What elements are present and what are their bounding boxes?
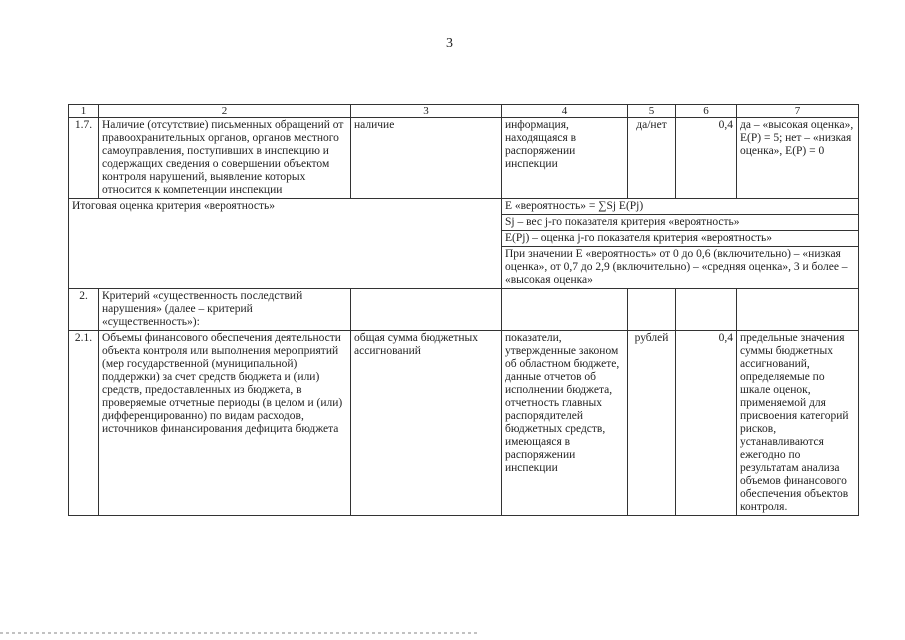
- row-number: 2.: [69, 289, 99, 331]
- header-cell: 5: [628, 105, 676, 118]
- indicator-value: наличие: [351, 118, 502, 199]
- header-cell: 3: [351, 105, 502, 118]
- total-sj: Sj – вес j-го показателя критерия «вероятность»: [502, 215, 859, 231]
- scan-artifact: [0, 632, 480, 634]
- table-header-row: [69, 105, 859, 118]
- indicator-name: Наличие (отсутствие) письменных обращений от правоохранительных органов, органов местного самоуправления, поступивших в инспекцию и содержащих сведения о совершении объектом контроля нарушений, выявление которых относится к компетенции инспекции: [99, 118, 351, 199]
- header-cell: 2: [99, 105, 351, 118]
- table-row: [69, 289, 859, 331]
- criterion-name: Критерий «существенность последствий нарушения» (далее – критерий «существенность»):: [99, 289, 351, 331]
- data-source: информация, находящаяся в распоряжении инспекции: [502, 118, 628, 199]
- total-row: [69, 199, 859, 215]
- header-cell: 7: [737, 105, 859, 118]
- table-row: [69, 331, 859, 516]
- total-epj: E(Pj) – оценка j-го показателя критерия «вероятность»: [502, 231, 859, 247]
- data-source: показатели, утвержденные законом об областном бюджете, данные отчетов об исполнении бюджета, отчетность главных распорядителей бюджетных средств, имеющаяся в распоряжении инспекции: [502, 331, 628, 516]
- weight: 0,4: [676, 331, 737, 516]
- total-formula: E «вероятность» = ∑Sj E(Pj): [502, 199, 859, 215]
- table-row: [69, 118, 859, 199]
- page-number: 3: [446, 36, 453, 51]
- weight: 0,4: [676, 118, 737, 199]
- score-rule: предельные значения суммы бюджетных ассигнований, определяемые по шкале оценок, применяемой для присвоения категорий рисков, устанавливаются ежегодно по результатам анализа объемов финансового обеспечения объектов контроля.: [737, 331, 859, 516]
- row-number: 2.1.: [69, 331, 99, 516]
- header-cell: 4: [502, 105, 628, 118]
- unit: рублей: [628, 331, 676, 516]
- indicator-value: общая сумма бюджетных ассигнований: [351, 331, 502, 516]
- risk-criteria-table: [68, 104, 859, 516]
- score-rule: да – «высокая оценка», E(P) = 5; нет – «низкая оценка», E(P) = 0: [737, 118, 859, 199]
- header-cell: 6: [676, 105, 737, 118]
- indicator-name: Объемы финансового обеспечения деятельности объекта контроля или выполнения мероприятий (мер государственной (муниципальной) поддержки) за счет средств бюджета и (или) средств, предоставленных из бюджета, в проверяемые отчетные периоды (в целом и (или) дифференцированно) по видам расходов, источников финансирования дефицита бюджета: [99, 331, 351, 516]
- total-scale: При значении E «вероятность» от 0 до 0,6 (включительно) – «низкая оценка», от 0,7 до 2,9 (включительно) – «средняя оценка», 3 и более – «высокая оценка»: [502, 247, 859, 289]
- total-label: Итоговая оценка критерия «вероятность»: [69, 199, 502, 289]
- row-number: 1.7.: [69, 118, 99, 199]
- header-cell: 1: [69, 105, 99, 118]
- unit: да/нет: [628, 118, 676, 199]
